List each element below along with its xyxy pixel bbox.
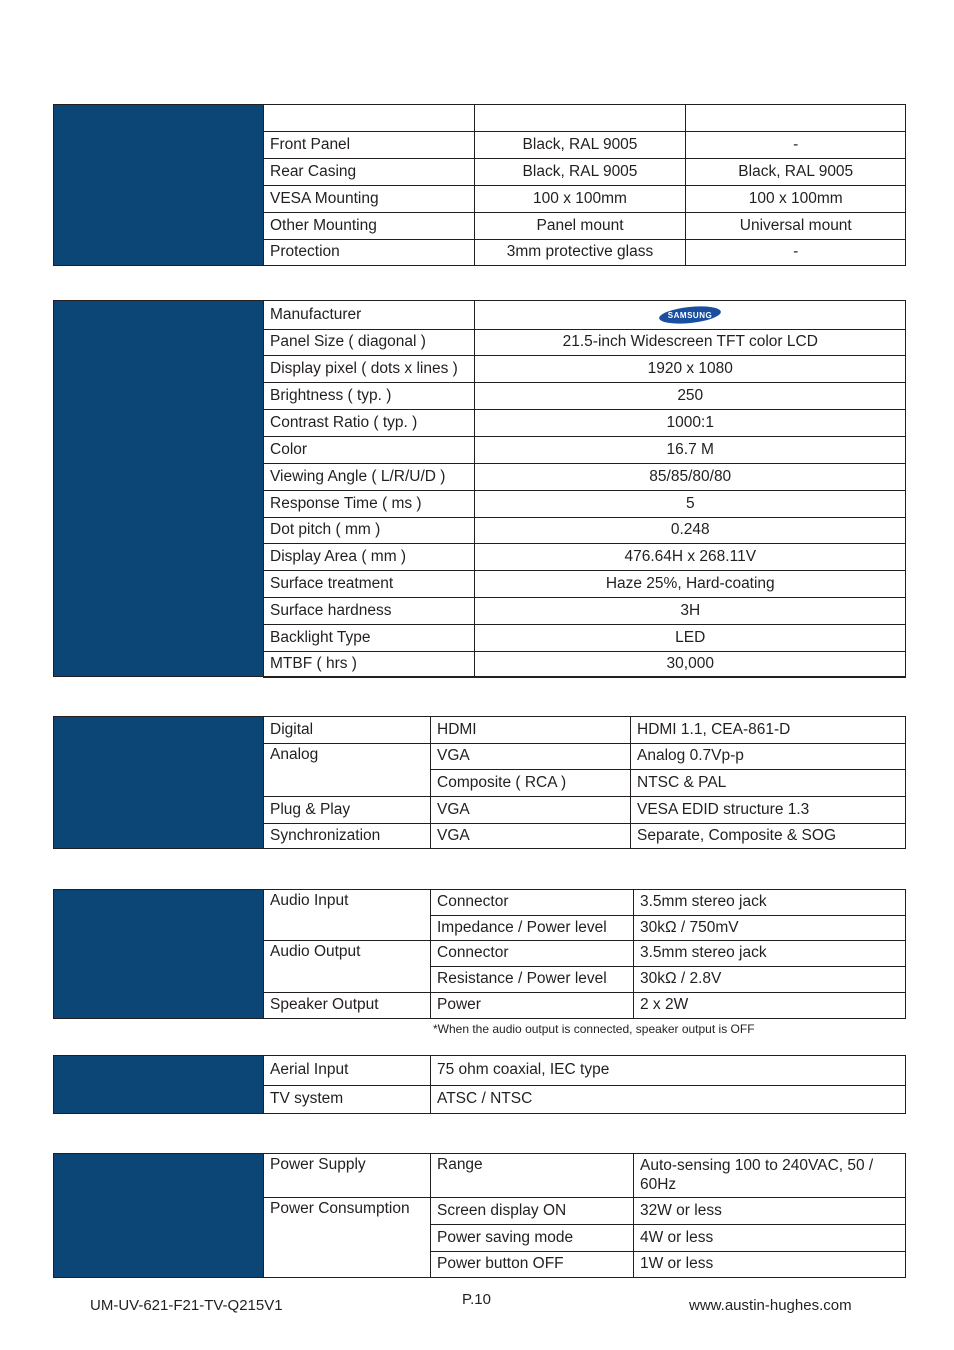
spec-value: 5 xyxy=(475,490,906,517)
spec-label: Dot pitch ( mm ) xyxy=(264,517,475,543)
header-cell xyxy=(264,105,475,131)
spec-label: VESA Mounting xyxy=(264,185,475,212)
spec-type: Resistance / Power level xyxy=(431,966,634,992)
spec-label: Brightness ( typ. ) xyxy=(264,382,475,409)
table-row xyxy=(264,823,906,848)
spec-type: Screen display ON xyxy=(431,1197,634,1224)
lcd-spec-block xyxy=(53,300,906,677)
spec-value: 476.64H x 268.11V xyxy=(475,543,906,570)
header-cell xyxy=(475,105,686,131)
table-row xyxy=(264,517,906,543)
table-row xyxy=(264,940,906,966)
table-row xyxy=(264,436,906,463)
tv-spec-table xyxy=(263,1056,906,1114)
power-spec-table xyxy=(263,1154,906,1278)
spec-label: Plug & Play xyxy=(264,796,431,823)
section-sidebar xyxy=(54,1056,263,1113)
spec-type: VGA xyxy=(431,743,631,769)
page-number: P.10 xyxy=(462,1291,491,1308)
spec-value: - xyxy=(686,239,906,265)
spec-type: Power xyxy=(431,992,634,1018)
table-row xyxy=(264,1085,906,1113)
spec-value: 21.5-inch Widescreen TFT color LCD xyxy=(475,329,906,355)
mechanical-spec-block xyxy=(53,104,906,266)
video-input-table xyxy=(263,717,906,849)
spec-value: ATSC / NTSC xyxy=(431,1085,906,1113)
spec-value: 30,000 xyxy=(475,651,906,677)
spec-value: 1000:1 xyxy=(475,409,906,436)
table-row xyxy=(264,382,906,409)
spec-value: 100 x 100mm xyxy=(475,185,686,212)
spec-value: - xyxy=(686,131,906,158)
spec-type: Range xyxy=(431,1154,634,1197)
table-row xyxy=(264,329,906,355)
spec-value: Separate, Composite & SOG xyxy=(631,823,906,848)
spec-label: Audio Output xyxy=(264,940,431,992)
spec-label: Other Mounting xyxy=(264,212,475,239)
spec-label: Response Time ( ms ) xyxy=(264,490,475,517)
table-row xyxy=(264,131,906,158)
table-row xyxy=(264,105,906,131)
spec-label: Protection xyxy=(264,239,475,265)
spec-label: Manufacturer xyxy=(264,301,475,329)
manufacturer-logo-cell xyxy=(475,301,906,329)
table-row xyxy=(264,992,906,1018)
table-row xyxy=(264,796,906,823)
spec-label: Analog xyxy=(264,743,431,796)
spec-label: Synchronization xyxy=(264,823,431,848)
table-row xyxy=(264,185,906,212)
table-row xyxy=(264,1154,906,1197)
section-sidebar xyxy=(54,890,263,1018)
table-row xyxy=(264,651,906,677)
spec-value: 3H xyxy=(475,597,906,624)
table-row xyxy=(264,624,906,651)
audio-note: *When the audio output is connected, speaker output is OFF xyxy=(433,1022,755,1036)
document-id: UM-UV-621-F21-TV-Q215V1 xyxy=(90,1297,283,1314)
spec-value: 4W or less xyxy=(634,1224,906,1251)
table-row xyxy=(264,158,906,185)
spec-value: 30kΩ / 2.8V xyxy=(634,966,906,992)
video-input-block xyxy=(53,716,906,849)
spec-label: Aerial Input xyxy=(264,1056,431,1085)
spec-value: Auto-sensing 100 to 240VAC, 50 / 60Hz xyxy=(634,1154,906,1197)
spec-label: Surface hardness xyxy=(264,597,475,624)
spec-label: Display Area ( mm ) xyxy=(264,543,475,570)
spec-type: Connector xyxy=(431,940,634,966)
mechanical-spec-table xyxy=(263,105,906,266)
spec-value: LED xyxy=(475,624,906,651)
spec-label: Viewing Angle ( L/R/U/D ) xyxy=(264,463,475,490)
table-row xyxy=(264,355,906,382)
spec-value: Black, RAL 9005 xyxy=(475,158,686,185)
spec-value: 0.248 xyxy=(475,517,906,543)
svg-text:SAMSUNG: SAMSUNG xyxy=(668,310,713,320)
table-row xyxy=(264,543,906,570)
spec-value: NTSC & PAL xyxy=(631,769,906,796)
section-sidebar xyxy=(54,717,263,848)
table-row xyxy=(264,490,906,517)
spec-label: Display pixel ( dots x lines ) xyxy=(264,355,475,382)
table-row xyxy=(264,301,906,329)
table-row xyxy=(264,717,906,743)
spec-value: Analog 0.7Vp-p xyxy=(631,743,906,769)
spec-type: Connector xyxy=(431,890,634,915)
spec-label: Contrast Ratio ( typ. ) xyxy=(264,409,475,436)
spec-label: Rear Casing xyxy=(264,158,475,185)
spec-type: Impedance / Power level xyxy=(431,915,634,940)
spec-value: 30kΩ / 750mV xyxy=(634,915,906,940)
table-row xyxy=(264,239,906,265)
section-sidebar xyxy=(54,301,263,676)
spec-type: Power button OFF xyxy=(431,1251,634,1277)
spec-value: 100 x 100mm xyxy=(686,185,906,212)
spec-value: 85/85/80/80 xyxy=(475,463,906,490)
table-row xyxy=(264,212,906,239)
spec-value: 3.5mm stereo jack xyxy=(634,940,906,966)
spec-label: Color xyxy=(264,436,475,463)
spec-label: Backlight Type xyxy=(264,624,475,651)
table-row xyxy=(264,1197,906,1224)
spec-type: Power saving mode xyxy=(431,1224,634,1251)
spec-label: Power Consumption xyxy=(264,1197,431,1277)
spec-value: HDMI 1.1, CEA-861-D xyxy=(631,717,906,743)
spec-type: HDMI xyxy=(431,717,631,743)
spec-value: 3mm protective glass xyxy=(475,239,686,265)
spec-value: 32W or less xyxy=(634,1197,906,1224)
table-row xyxy=(264,409,906,436)
spec-value: Haze 25%, Hard-coating xyxy=(475,570,906,597)
spec-value: 250 xyxy=(475,382,906,409)
spec-label: Panel Size ( diagonal ) xyxy=(264,329,475,355)
section-sidebar xyxy=(54,1154,263,1277)
table-row xyxy=(264,1056,906,1085)
spec-label: Digital xyxy=(264,717,431,743)
spec-value: 16.7 M xyxy=(475,436,906,463)
power-spec-block xyxy=(53,1153,906,1278)
table-row xyxy=(264,597,906,624)
spec-value: 2 x 2W xyxy=(634,992,906,1018)
spec-type: Composite ( RCA ) xyxy=(431,769,631,796)
spec-value: Black, RAL 9005 xyxy=(475,131,686,158)
spec-label: Speaker Output xyxy=(264,992,431,1018)
table-row xyxy=(264,890,906,915)
spec-label: Front Panel xyxy=(264,131,475,158)
spec-label: MTBF ( hrs ) xyxy=(264,651,475,677)
table-row xyxy=(264,743,906,769)
spec-label: Audio Input xyxy=(264,890,431,940)
spec-type: VGA xyxy=(431,823,631,848)
spec-type: VGA xyxy=(431,796,631,823)
spec-value: Black, RAL 9005 xyxy=(686,158,906,185)
samsung-logo xyxy=(658,305,722,325)
spec-value: 75 ohm coaxial, IEC type xyxy=(431,1056,906,1085)
website-link[interactable]: www.austin-hughes.com xyxy=(689,1297,852,1314)
spec-label: TV system xyxy=(264,1085,431,1113)
audio-spec-table xyxy=(263,890,906,1019)
spec-label: Surface treatment xyxy=(264,570,475,597)
spec-value: Universal mount xyxy=(686,212,906,239)
lcd-spec-table xyxy=(263,301,906,678)
spec-value: Panel mount xyxy=(475,212,686,239)
tv-spec-block xyxy=(53,1055,906,1114)
header-cell xyxy=(686,105,906,131)
table-row xyxy=(264,463,906,490)
spec-value: VESA EDID structure 1.3 xyxy=(631,796,906,823)
spec-value: 1920 x 1080 xyxy=(475,355,906,382)
spec-value: 1W or less xyxy=(634,1251,906,1277)
audio-spec-block xyxy=(53,889,906,1019)
table-row xyxy=(264,570,906,597)
spec-label: Power Supply xyxy=(264,1154,431,1197)
spec-value: 3.5mm stereo jack xyxy=(634,890,906,915)
section-sidebar xyxy=(54,105,263,265)
